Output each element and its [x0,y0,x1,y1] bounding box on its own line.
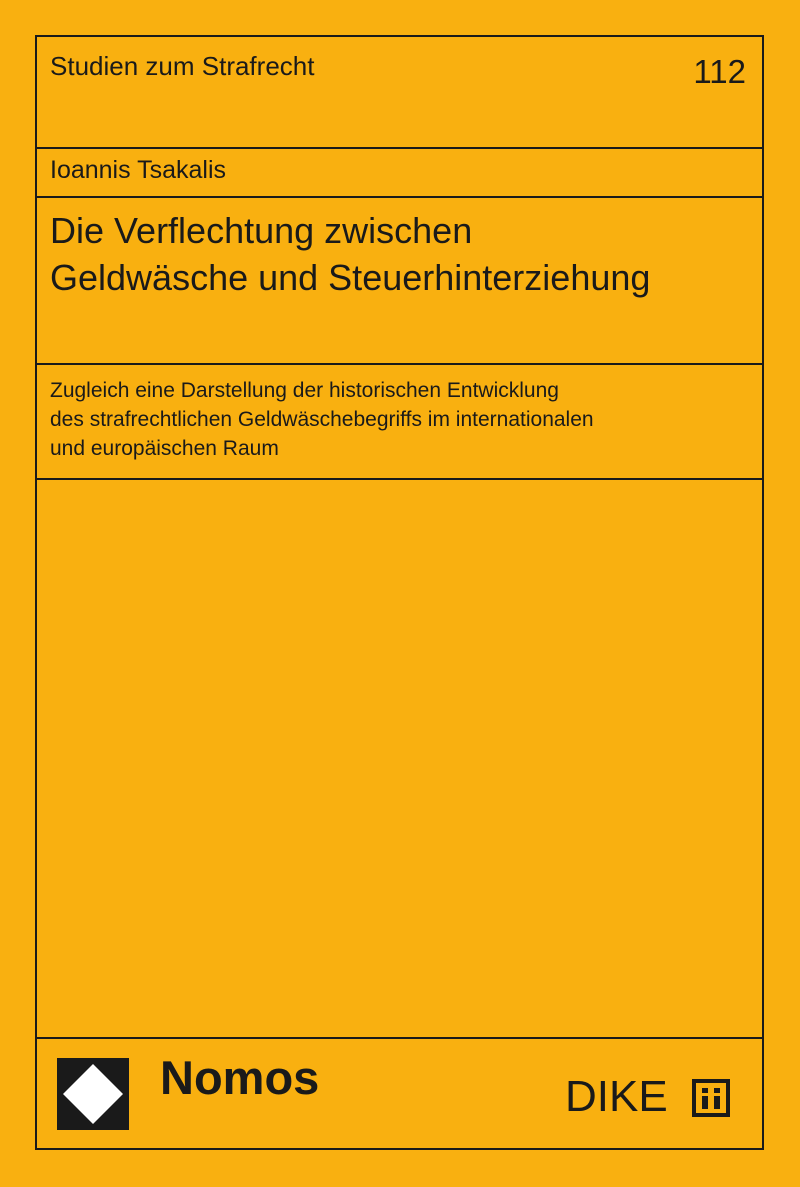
nomos-diamond-logo-icon [57,1058,129,1130]
divider [37,478,762,480]
publisher-nomos: Nomos [160,1051,320,1104]
book-title-line: Geldwäsche und Steuerhinterziehung [50,257,651,298]
dike-box-logo-icon [692,1079,730,1117]
volume-number: 112 [693,53,746,90]
cover-frame [35,35,764,1150]
book-subtitle-line: des strafrechtlichen Geldwäschebegriffs im internationalen [50,408,594,431]
publisher-dike: DIKE [565,1072,668,1121]
book-title-line: Die Verflechtung zwischen [50,210,473,251]
book-subtitle [50,376,594,463]
book-title [50,207,650,301]
divider [37,363,762,365]
divider [37,196,762,198]
author-name: Ioannis Tsakalis [50,156,227,184]
book-subtitle-line: Zugleich eine Darstellung der historischen Entwicklung [50,379,559,402]
divider [37,1037,762,1039]
book-subtitle-line: und europäischen Raum [50,437,279,460]
divider [37,147,762,149]
series-title: Studien zum Strafrecht [50,51,315,81]
